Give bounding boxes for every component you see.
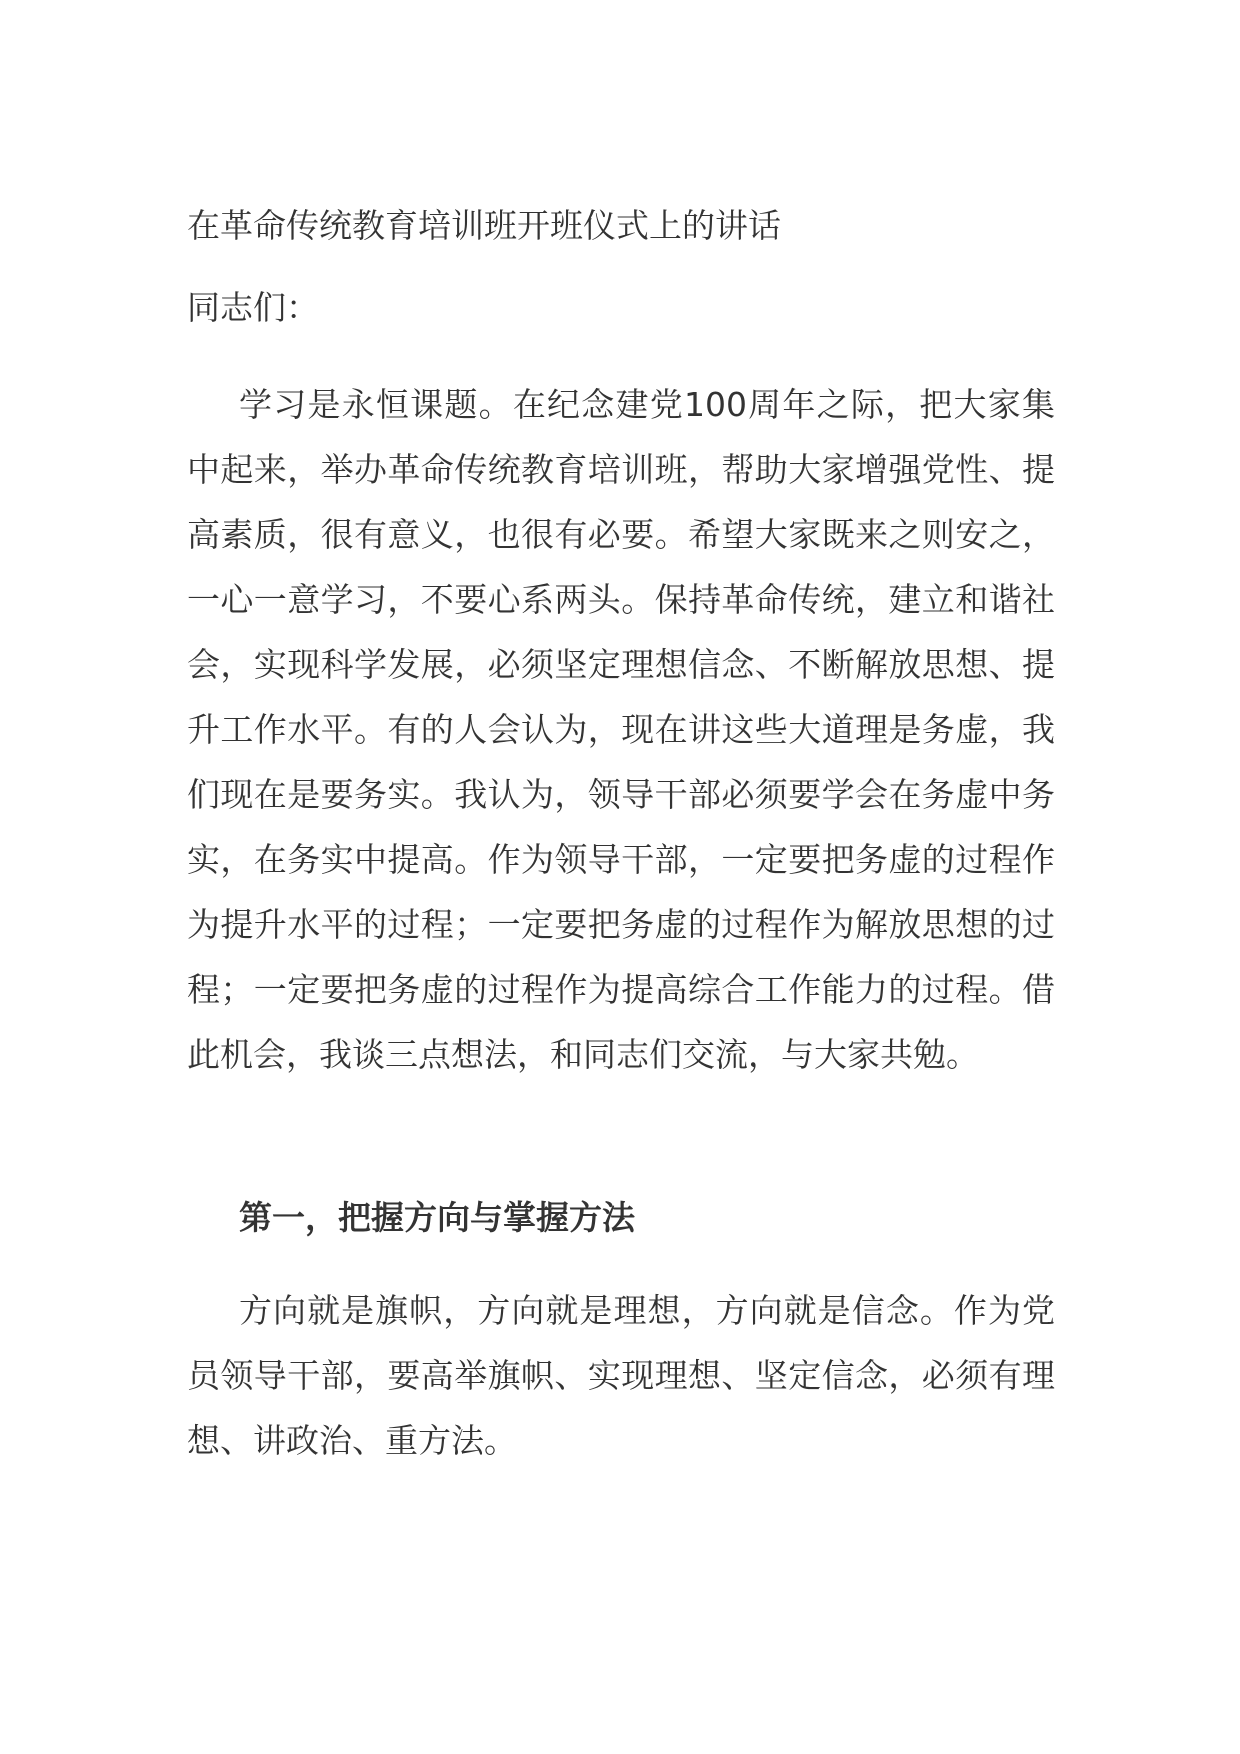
section-heading: 第一，把握方向与掌握方法 xyxy=(239,1198,635,1237)
salutation: 同志们： xyxy=(187,288,319,327)
document-title: 在革命传统教育培训班开班仪式上的讲话 xyxy=(187,206,781,245)
section-paragraph: 方向就是旗帜，方向就是理想，方向就是信念。作为党员领导干部，要高举旗帜、实现理想、坚定信念，必须有理想、讲政治、重方法。 xyxy=(187,1291,1055,1460)
body-paragraph: 学习是永恒课题。在纪念建党100周年之际，把大家集中起来，举办革命传统教育培训班，帮助大家增强党性、提高素质，很有意义，也很有必要。希望大家既来之则安之，一心一意学习，不要心系两头。保持革命传统，建立和谐社会，实现科学发展，必须坚定理想信念、不断解放思想、提升工作水平。有的人会认为，现在讲这些大道理是务虚，我们现在是要务实。我认为，领导干部必须要学会在务虚中务实，在务实中提高。作为领导干部，一定要把务虚的过程作为提升水平的过程；一定要把务虚的过程作为解放思想的过程；一定要把务虚的过程作为提高综合工作能力的过程。借此机会，我谈三点想法，和同志们交流，与大家共勉。 xyxy=(187,385,1055,1074)
